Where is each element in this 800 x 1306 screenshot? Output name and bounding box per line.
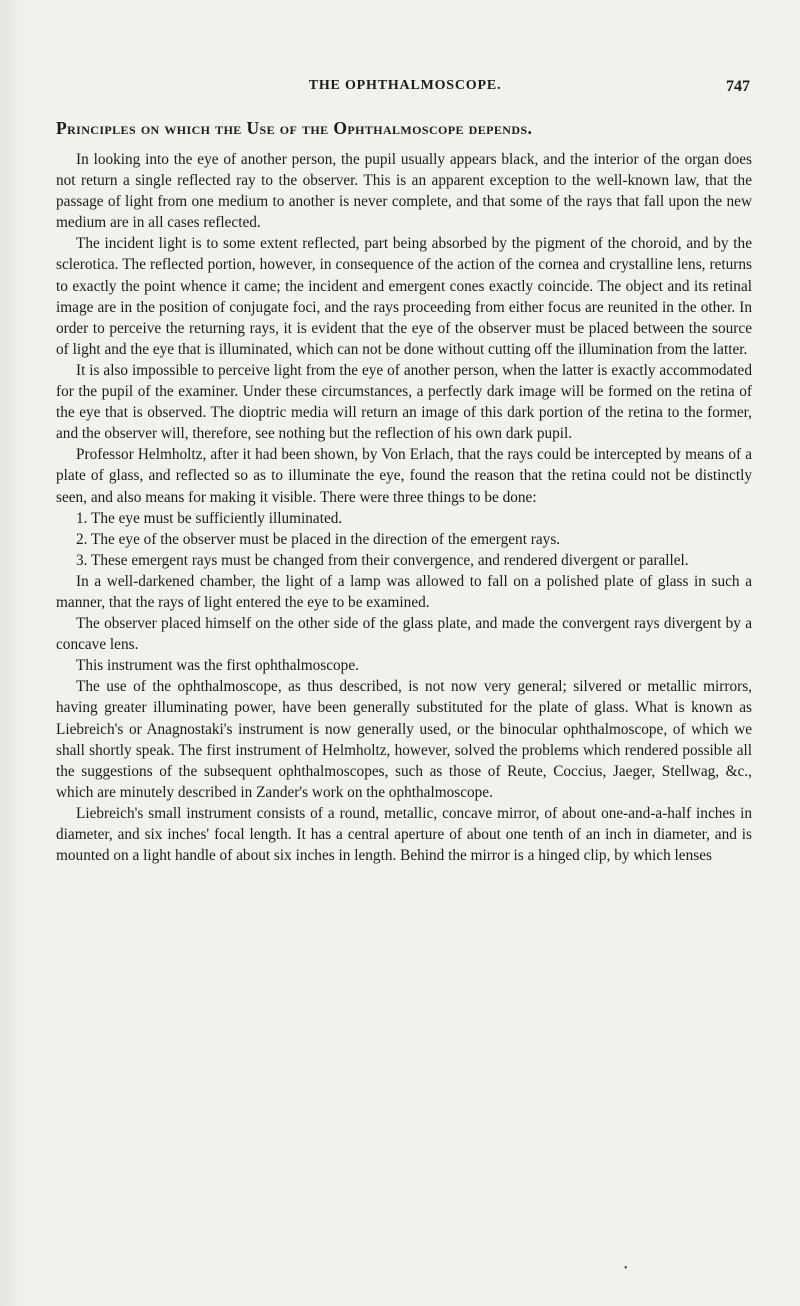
page-edge-shadow <box>0 0 30 1306</box>
page-number: 747 <box>726 78 750 95</box>
paragraph: This instrument was the first ophthalmoscope. <box>76 657 359 675</box>
list-item: 1. The eye must be sufficiently illuminated. <box>76 509 343 527</box>
running-head <box>60 78 750 100</box>
paragraph: In looking into the eye of another person, the pupil usually appears black, and the interior of the organ does not return a single reflected ray to the observer. This is an apparent exception to the well-known law, that the passage of light from one medium to another is never complete, and that some of the rays that fall upon the new medium are in all cases reflected. <box>56 151 752 232</box>
section-heading: Principles on which the Use of the Ophthalmoscope depends. <box>56 118 533 138</box>
paragraph: Professor Helmholtz, after it had been shown, by Von Erlach, that the rays could be intercepted by means of a plate of glass, and reflected so as to illuminate the eye, found the reason that the retina could not be distinctly seen, and also means for making it visible. There were three things to be done: <box>56 446 752 506</box>
paragraph: The observer placed himself on the other side of the glass plate, and made the convergent rays divergent by a concave lens. <box>56 615 752 654</box>
list-item: 2. The eye of the observer must be placed in the direction of the emergent rays. <box>76 530 561 548</box>
paragraph: The use of the ophthalmoscope, as thus described, is not now very general; silvered or metallic mirrors, having greater illuminating power, have been generally substituted for the plate of glass. What is known as Liebreich's or Anagnostaki's instrument is now generally used, or the binocular ophthalmoscope, of which we shall shortly speak. The first instrument of Helmholtz, however, solved the problems which rendered possible all the suggestions of the subsequent ophthalmoscopes, such as those of Reute, Coccius, Jaeger, Stellwag, &c., which are minutely described in Zander's work on the ophthalmoscope. <box>56 678 752 801</box>
print-mark: • <box>624 1263 628 1274</box>
paragraph: It is also impossible to perceive light from the eye of another person, when the latter is exactly accommodated for the pupil of the examiner. Under these circumstances, a perfectly dark image will be formed on the retina of the eye that is observed. The dioptric media will return an image of this dark portion of the retina to the former, and the observer will, therefore, see nothing but the reflection of his own dark pupil. <box>56 361 752 443</box>
body-text <box>56 149 752 866</box>
paragraph: Liebreich's small instrument consists of a round, metallic, concave mirror, of about one-and-a-half inches in diameter, and six inches' focal length. It has a central aperture of about one tenth of an inch in diameter, and is mounted on a light handle of about six inches in length. Behind the mirror is a hinged clip, by which lenses <box>56 804 752 865</box>
running-title: THE OPHTHALMOSCOPE. <box>308 78 502 93</box>
list-item: 3. These emergent rays must be changed from their convergence, and rendered divergent or parallel. <box>76 551 689 569</box>
paragraph: The incident light is to some extent reflected, part being absorbed by the pigment of the choroid, and by the sclerotica. The reflected portion, however, in consequence of the action of the cornea and crystalline lens, returns to exactly the point whence it came; the incident and emergent cones exactly coincide. The object and its retinal image are in the position of conjugate foci, and the rays proceeding from either focus are reunited in the other. In order to perceive the returning rays, it is evident that the eye of the observer must be placed between the source of light and the eye that is illuminated, which can not be done without cutting off the illumination from the latter. <box>56 235 752 358</box>
paragraph: In a well-darkened chamber, the light of a lamp was allowed to fall on a polished plate of glass in such a manner, that the rays of light entered the eye to be examined. <box>56 572 752 611</box>
